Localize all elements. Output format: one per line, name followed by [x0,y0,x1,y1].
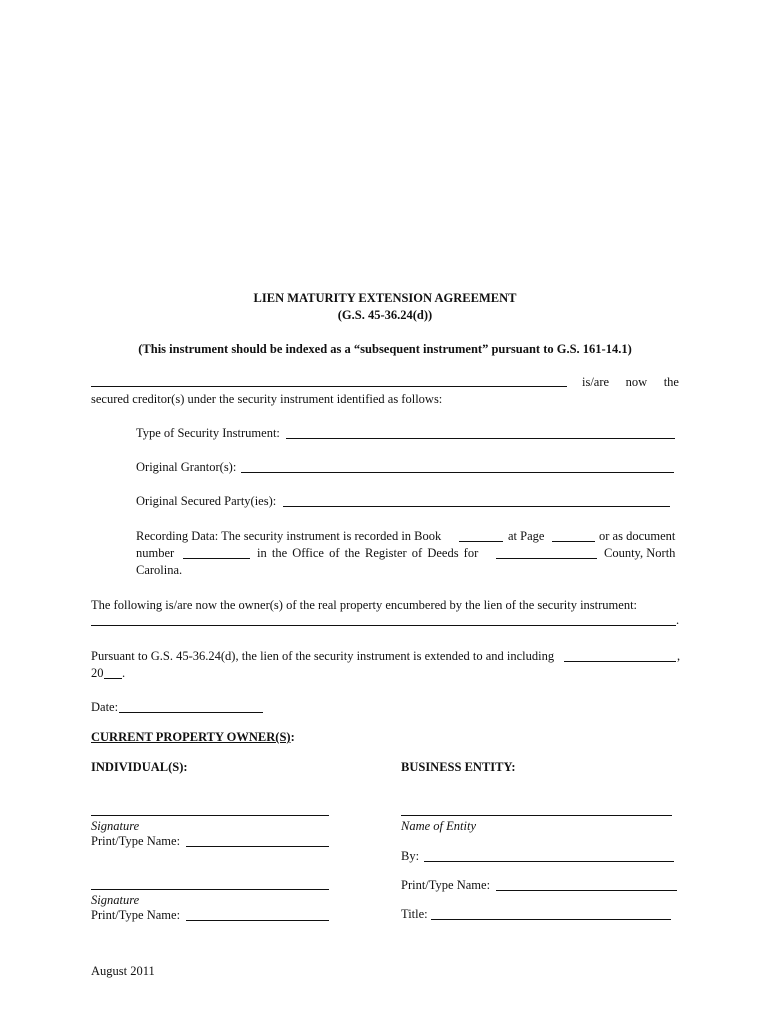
year-field[interactable] [104,678,122,679]
current-owners-label: CURRENT PROPERTY OWNER(S) [91,730,291,744]
individual-1-print-field[interactable] [186,846,329,847]
entity-title-field[interactable] [431,919,671,920]
rec-line1-c: or as document [599,529,676,543]
owners-field[interactable] [91,625,676,626]
individual-2-signature-label: Signature [91,893,140,907]
individual-1-signature-label: Signature [91,819,140,833]
current-owners-heading [91,729,295,745]
owners-period: . [676,613,680,627]
extension-date-field[interactable] [564,661,676,662]
entity-by-field[interactable] [424,861,674,862]
creditor-line-end [582,374,679,390]
current-owners-colon: : [290,730,295,744]
business-heading: BUSINESS ENTITY: [401,760,516,774]
entity-print-label: Print/Type Name: [401,878,491,892]
entity-title-label: Title: [401,907,428,921]
rec-line2-a: number [136,546,175,560]
rec-line2-b: in the Office of the Register of Deeds for [257,546,479,560]
creditor-line-2: secured creditor(s) under the security instrument identified as follows: [91,392,443,406]
grantor-field[interactable] [241,472,674,473]
pursuant-comma: , [677,649,681,663]
individual-1-print-label: Print/Type Name: [91,834,181,848]
entity-print-field[interactable] [496,890,677,891]
entity-by-label: By: [401,849,420,863]
individual-2-print-field[interactable] [186,920,329,921]
type-field[interactable] [286,438,675,439]
rec-line3: Carolina. [136,563,183,577]
document-title: LIEN MATURITY EXTENSION AGREEMENT [253,291,517,305]
type-label: Type of Security Instrument: [136,426,280,440]
creditor-isare: is/are [582,375,610,389]
date-label: Date: [91,700,119,714]
secured-field[interactable] [283,506,670,507]
book-field[interactable] [459,541,503,542]
rec-line1-a: Recording Data: The security instrument is recorded in Book [136,529,442,543]
year-prefix: 20 [91,666,104,680]
individuals-heading: INDIVIDUAL(S): [91,760,188,774]
year-period: . [122,666,126,680]
creditor-the: the [663,375,679,389]
index-note: (This instrument should be indexed as a “subsequent instrument” pursuant to G.S. 161-14.1) [138,342,632,356]
rec-line1-b: at Page [508,529,545,543]
individual-1-signature-field[interactable] [91,815,329,816]
individual-2-print-label: Print/Type Name: [91,908,181,922]
page-field[interactable] [552,541,595,542]
statute-reference: (G.S. 45-36.24(d)) [337,308,433,322]
entity-name-label: Name of Entity [401,819,476,833]
pursuant-text: Pursuant to G.S. 45-36.24(d), the lien of the security instrument is extended to and including [91,649,555,663]
date-field[interactable] [119,712,263,713]
entity-name-field[interactable] [401,815,672,816]
individual-2-signature-field[interactable] [91,889,329,890]
secured-label: Original Secured Party(ies): [136,494,277,508]
creditor-name-field[interactable] [91,386,567,387]
doc-number-field[interactable] [183,558,250,559]
county-field[interactable] [496,558,597,559]
owners-text: The following is/are now the owner(s) of the real property encumbered by the lien of the security instrument: [91,598,638,612]
footer-date: August 2011 [91,964,155,978]
rec-line2-c: County, North [604,546,676,560]
grantor-label: Original Grantor(s): [136,460,237,474]
creditor-now: now [625,375,648,389]
